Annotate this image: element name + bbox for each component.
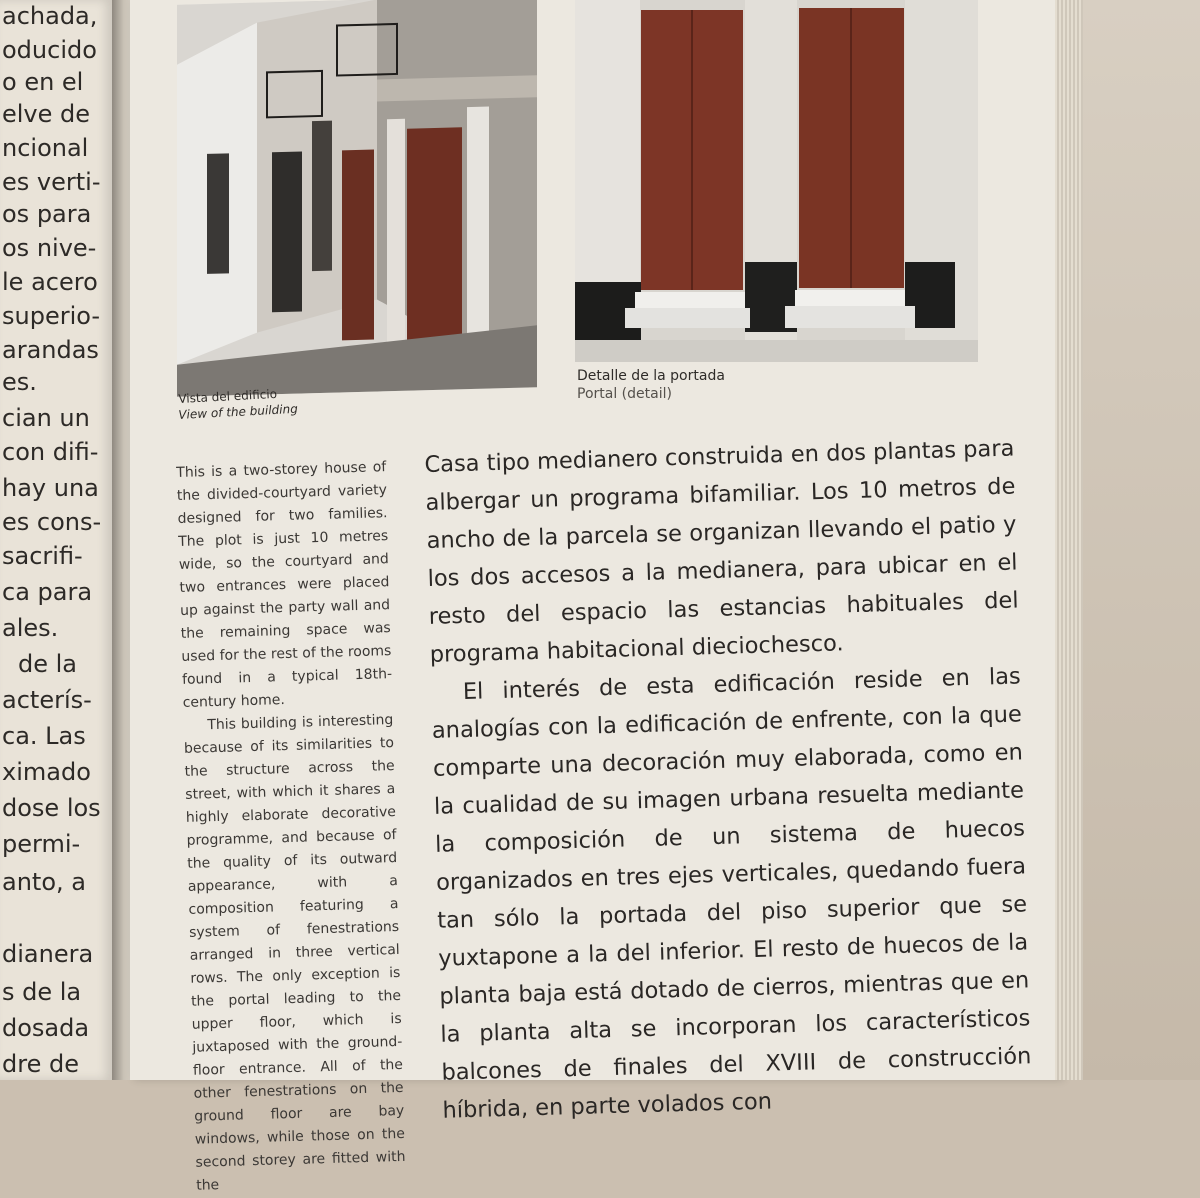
left-page <box>0 0 112 1080</box>
portal-photo <box>575 0 978 362</box>
left-page-line: de la <box>18 650 78 678</box>
left-photo-caption-es: Vista del edificio <box>178 386 278 406</box>
left-page-line: os para <box>2 200 92 228</box>
left-page-line: dianera <box>2 940 94 968</box>
spanish-paragraph-1: Casa tipo medianero construida en dos plantas para albergar un programa bifamiliar. Los 10 metros de ancho de la parcela se organizan llevando el patio y los dos accesos a la medianera, para ubicar en el resto del espacio las estancias habituales del programa habitacional dieciochesco. <box>424 435 1019 668</box>
right-photo-caption-es: Detalle de la portada <box>577 368 725 384</box>
left-photo-caption-en: View of the building <box>178 401 299 422</box>
left-page-line: dre de <box>2 1050 79 1078</box>
table-surface <box>1083 0 1200 1080</box>
left-page-line: acterís- <box>2 686 92 714</box>
left-page-line: con difi- <box>2 438 99 466</box>
right-photo-caption-en: Portal (detail) <box>577 386 672 402</box>
left-page-line: dose los <box>2 794 101 822</box>
portal-illustration <box>575 0 978 362</box>
left-page-line: ales. <box>2 614 59 642</box>
left-page-line: permi- <box>2 830 81 858</box>
left-page-line: es verti- <box>2 168 101 196</box>
spanish-text-column <box>424 430 1033 1130</box>
english-paragraph-1: This is a two-storey house of the divided-courtyard variety designed for two families. The plot is just 10 metres wide, so the courtyard and two entrances were placed up against the party wall and the remaining space was used for the rest of the rooms found in a typical 18th-century home. <box>176 459 393 711</box>
left-page-line: es. <box>2 368 37 396</box>
left-page-line: cian un <box>2 404 90 432</box>
left-page-line: anto, a <box>2 868 86 896</box>
spanish-paragraph-2: El interés de esta edificación reside en las analogías con la edificación de enfrente, con la que comparte una decoración muy elaborada, como en la cualidad de su imagen urbana resuelta mediante la composición de un sistema de huecos organizados en tres ejes verticales, quedando fuera tan sólo la portada del piso superior que se yuxtapone a la del inferior. El resto de huecos de la planta baja está dotado de cierros, mientras que en la planta alta se incorporan los característicos balcones de finales del XVIII de construcción híbrida, en parte volados con <box>431 663 1032 1124</box>
english-paragraph-2: This building is interesting because of its similarities to the structure across the street, with which it shares a highly elaborate decorative programme, and because of the quality of its outward appearance, with a composition featuring a system of fenestrations arranged in three vertical rows. The only exception is the portal leading to the upper floor, which is juxtaposed with the ground-floor entrance. All of the other fenestrations on the ground floor are bay windows, while those on the second storey are fitted with the <box>183 712 406 1194</box>
left-page-line: es cons- <box>2 508 102 536</box>
left-page-line: hay una <box>2 474 99 502</box>
left-page-line: arandas <box>2 336 99 364</box>
left-page-line: ximado <box>2 758 91 786</box>
page-edges <box>1055 0 1083 1080</box>
left-page-line: le acero <box>2 268 98 296</box>
left-page-line: ca para <box>2 578 93 606</box>
left-page-line: elve de <box>2 100 91 128</box>
english-text-column <box>176 456 406 1198</box>
left-page-line: superio- <box>2 302 101 330</box>
left-page-line: sacrifi- <box>2 542 83 570</box>
left-page-line: o en el <box>2 68 84 96</box>
building-illustration <box>177 0 537 397</box>
building-photo <box>177 0 537 397</box>
left-page-line: oducido <box>2 36 97 64</box>
left-page-line: os nive- <box>2 234 97 262</box>
left-page-line: ncional <box>2 134 89 162</box>
left-page-line: achada, <box>2 2 98 30</box>
left-page-line: dosada <box>2 1014 90 1042</box>
left-page-line: ca. Las <box>2 722 86 750</box>
left-page-line: s de la <box>2 978 82 1006</box>
